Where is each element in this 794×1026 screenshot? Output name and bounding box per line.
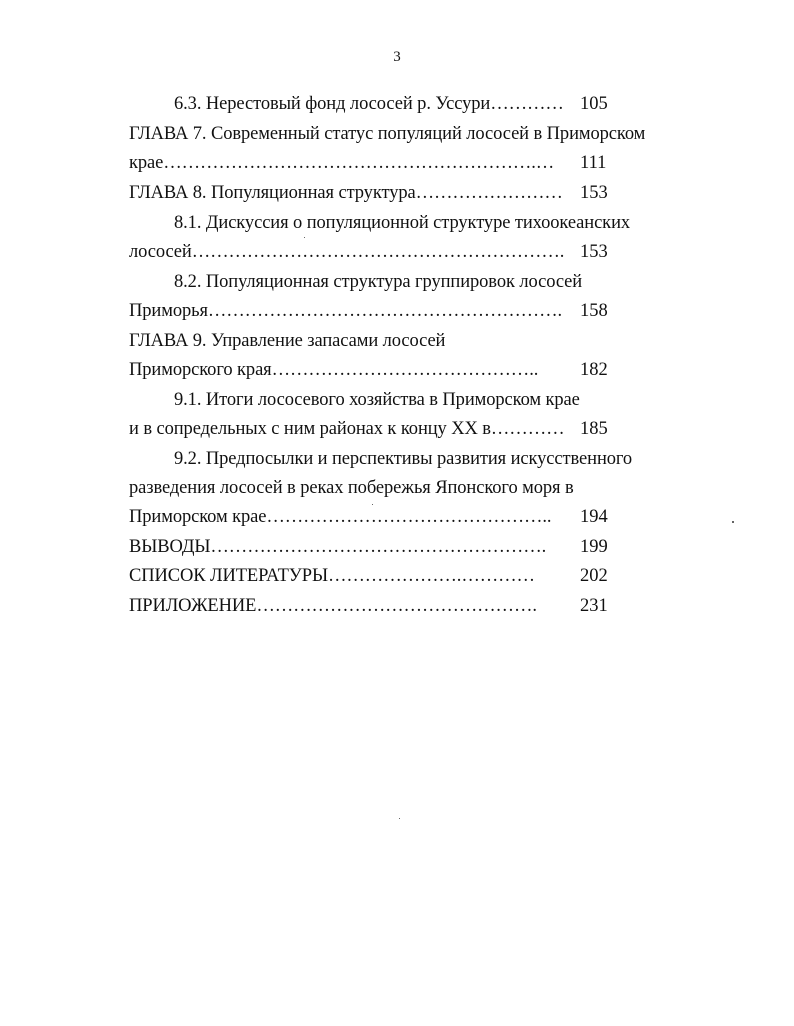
toc-entry-ch7-page: 111 [580, 153, 607, 173]
toc-entry-8-1-title-line1: 8.1. Дискуссия о популяционной структуре тихоокеанских [174, 213, 631, 233]
toc-entry-8-2-title-line2: Приморья…………………………………………………. [129, 301, 562, 321]
toc-entry-9-2-page: 194 [580, 507, 608, 527]
toc-entry-appendix-title: ПРИЛОЖЕНИЕ………………………………………. [129, 596, 537, 616]
toc-entry-9-2-title-line3: Приморском крае……………………………………….. [129, 507, 552, 527]
toc-entry-8-2-page: 158 [580, 301, 608, 321]
page-number: 3 [393, 49, 401, 65]
scan-speck [399, 818, 400, 819]
toc-entry-conclusions-page: 199 [580, 537, 608, 557]
toc-entry-literature-page: 202 [580, 566, 608, 586]
toc-entry-conclusions-title: ВЫВОДЫ………………………………………………. [129, 537, 547, 557]
toc-entry-9-2-title-line2: разведения лососей в реках побережья Японского моря в [129, 478, 574, 498]
toc-entry-8-1-page: 153 [580, 242, 608, 262]
toc-entry-ch7-title-line2: крае…………………………………………………….… [129, 153, 555, 173]
scan-speck [372, 504, 373, 505]
toc-entry-ch9-title-line2: Приморского края…………………………………….. [129, 360, 539, 380]
toc-entry-6-3-title: 6.3. Нерестовый фонд лососей р. Уссури………… [174, 94, 564, 114]
toc-entry-ch8-page: 153 [580, 183, 608, 203]
toc-entry-8-1-title-line2: лососей……………………………………………………. [129, 242, 565, 262]
toc-entry-appendix-page: 231 [580, 596, 608, 616]
toc-entry-ch9-page: 182 [580, 360, 608, 380]
scan-speck [732, 521, 734, 523]
toc-entry-9-2-title-line1: 9.2. Предпосылки и перспективы развития искусственного [174, 449, 633, 469]
toc-entry-9-1-page: 185 [580, 419, 608, 439]
toc-entry-ch8-title: ГЛАВА 8. Популяционная структура…………………… [129, 183, 563, 203]
toc-entry-ch7-title-line1: ГЛАВА 7. Современный статус популяций лососей в Приморском [129, 124, 646, 144]
toc-entry-literature-title: СПИСОК ЛИТЕРАТУРЫ………………….………… [129, 566, 535, 586]
toc-entry-8-2-title-line1: 8.2. Популяционная структура группировок лососей [174, 272, 583, 292]
scan-speck [304, 237, 305, 238]
toc-entry-9-1-title-line1: 9.1. Итоги лососевого хозяйства в Приморском крае [174, 390, 580, 410]
toc-entry-6-3-page: 105 [580, 94, 608, 114]
toc-entry-ch9-title-line1: ГЛАВА 9. Управление запасами лососей [129, 331, 446, 351]
toc-entry-9-1-title-line2: и в сопредельных с ним районах к концу XX в………… [129, 419, 565, 439]
